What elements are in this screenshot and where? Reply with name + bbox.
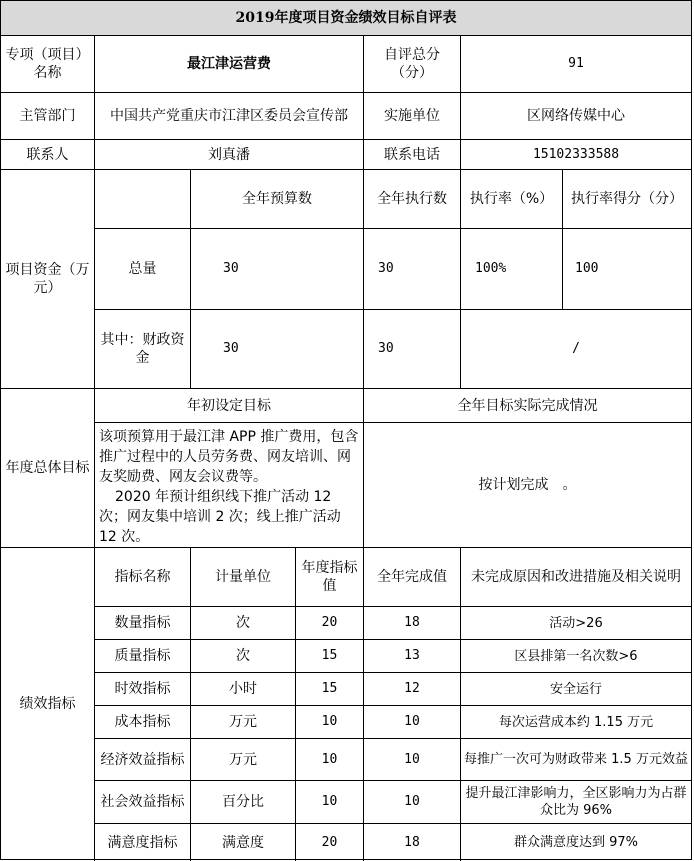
funds-total-rate-score: 100: [575, 261, 599, 276]
funds-label: 项目资金（万元）: [5, 262, 90, 296]
perf-name-cell: 经济效益指标: [100, 751, 185, 768]
perf-unit-cell: 次: [236, 615, 250, 631]
perf-label: 绩效指标: [19, 696, 76, 712]
perf-header-name: 指标名称: [114, 569, 171, 585]
perf-unit-cell: 满意度: [222, 834, 264, 851]
perf-actual-cell: 12: [404, 681, 420, 696]
perf-name-cell: 成本指标: [114, 714, 171, 730]
perf-note-cell: 安全运行: [549, 681, 602, 697]
funds-header-rate-score: 执行率得分（分）: [571, 191, 683, 207]
perf-target-cell: 10: [321, 714, 338, 729]
dept-value: 中国共产党重庆市江津区委员会宣传部: [110, 108, 348, 124]
funds-total-rate: 100%: [475, 261, 507, 276]
perf-actual-cell: 10: [404, 751, 420, 767]
perf-name-cell: 时效指标: [114, 681, 171, 697]
perf-target-cell: 10: [321, 751, 338, 767]
funds-total-label: 总量: [128, 261, 157, 277]
funds-fiscal-executed: 30: [378, 341, 394, 356]
goal-done-header: 全年目标实际完成情况: [457, 397, 598, 414]
self-score-value: 91: [568, 56, 584, 71]
goal-set-header: 年初设定目标: [187, 397, 271, 414]
perf-unit-cell: 小时: [229, 681, 257, 697]
goal-set-text-1: 该项预算用于最江津 APP 推广费用，包含推广过程中的人员劳务费、网友培训、网友奖励费、网友会议费等。: [99, 429, 359, 485]
dept-label: 主管部门: [19, 108, 76, 124]
perf-note-cell: 提升最江津影响力，全区影响力为占群众比为 96%: [465, 786, 687, 818]
perf-name-cell: 质量指标: [114, 648, 171, 664]
perf-name-cell: 数量指标: [114, 615, 171, 631]
perf-actual-cell: 10: [404, 794, 420, 809]
perf-note-cell: 群众满意度达到 97%: [513, 835, 639, 850]
phone-value: 15102333588: [532, 146, 620, 162]
perf-header-note: 未完成原因和改进措施及相关说明: [471, 569, 681, 585]
annual-goal-label: 年度总体目标: [5, 460, 90, 476]
funds-fiscal-budget: 30: [223, 341, 239, 356]
contact-value: 刘真潘: [208, 146, 250, 163]
perf-unit-cell: 万元: [229, 751, 257, 768]
perf-note-cell: 每次运营成本约 1.15 万元: [498, 714, 654, 730]
perf-unit-cell: 百分比: [222, 794, 264, 810]
perf-header-target: 年度指标值: [301, 560, 358, 594]
perf-note-cell: 活动>26: [549, 615, 603, 631]
funds-fiscal-rate: /: [572, 341, 580, 356]
perf-actual-cell: 18: [404, 834, 420, 850]
perf-note-cell: 每推广一次可为财政带来 1.5 万元效益: [464, 752, 688, 767]
funds-header-budget: 全年预算数: [242, 191, 312, 207]
goal-done-text: 按计划完成 。: [478, 477, 577, 493]
funds-total-budget: 30: [223, 261, 239, 276]
perf-target-cell: 15: [321, 648, 338, 663]
perf-target-cell: 15: [321, 681, 338, 696]
perf-unit-cell: 万元: [229, 714, 257, 730]
impl-unit-label: 实施单位: [384, 108, 440, 124]
perf-actual-cell: 13: [404, 648, 420, 663]
perf-target-cell: 20: [321, 834, 338, 850]
funds-header-executed: 全年执行数: [377, 191, 447, 207]
phone-label: 联系电话: [384, 146, 440, 163]
perf-header-actual: 全年完成值: [377, 569, 447, 585]
project-name-label: 专项（项目）名称: [5, 47, 90, 81]
perf-actual-cell: 10: [404, 714, 420, 729]
funds-header-rate: 执行率（%）: [469, 191, 554, 207]
table-title: 2019年度项目资金绩效目标自评表: [1, 1, 691, 35]
perf-name-cell: 满意度指标: [107, 834, 178, 851]
funds-fiscal-label: 其中：财政资金: [100, 332, 185, 366]
impl-unit-value: 区网络传媒中心: [527, 108, 625, 124]
goal-set-text-2: 2020 年预计组织线下推广活动 12 次；网友集中培训 2 次；线上推广活动 12 次。: [99, 489, 341, 545]
perf-note-cell: 区县排第一名次数>6: [514, 648, 638, 664]
perf-target-cell: 10: [321, 794, 338, 809]
perf-actual-cell: 18: [404, 615, 420, 630]
perf-header-unit: 计量单位: [215, 569, 271, 585]
perf-unit-cell: 次: [236, 648, 250, 664]
project-name-value: 最江津运营费: [187, 56, 271, 72]
contact-label: 联系人: [26, 146, 69, 163]
funds-total-executed: 30: [378, 261, 394, 276]
perf-target-cell: 20: [321, 615, 338, 630]
perf-name-cell: 社会效益指标: [100, 794, 185, 810]
self-score-label: 自评总分（分）: [384, 47, 440, 81]
goal-set-text: [95, 423, 363, 547]
